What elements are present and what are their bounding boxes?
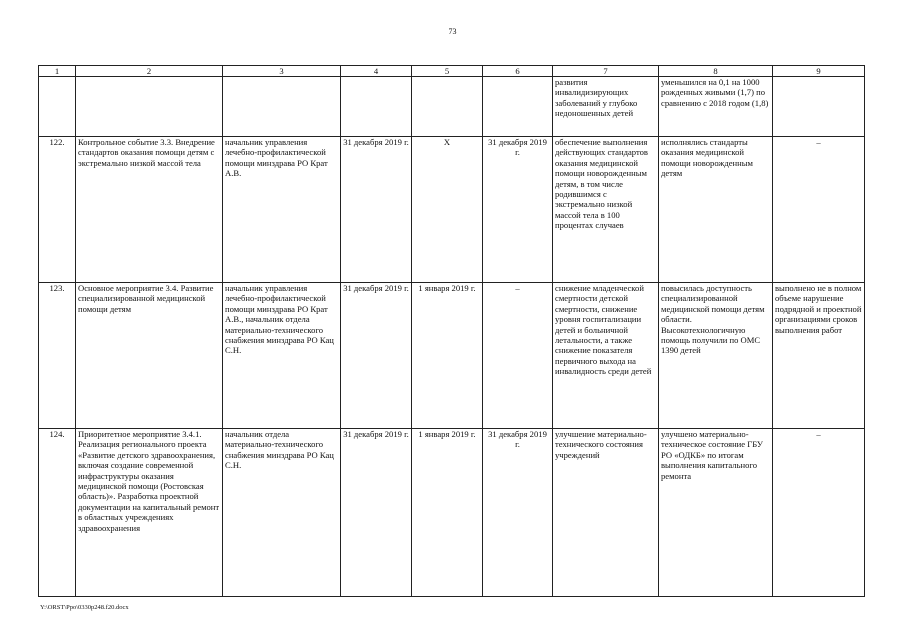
actual-result: исполнялись стандарты оказания медицинской помощи новорожденным детям (659, 137, 773, 283)
column-header-4: 4 (341, 66, 412, 77)
note: выполнено не в полном объеме нарушение подрядной и проектной организациями сроков выполнения работ (773, 283, 865, 429)
continuation-expected-result: развития инвалидизирующих заболеваний у глубоко недоношенных детей (553, 77, 659, 137)
note: – (773, 137, 865, 283)
table-row-123 (39, 283, 865, 429)
note: – (773, 429, 865, 597)
table-row-122 (39, 137, 865, 283)
column-header-7: 7 (553, 66, 659, 77)
continuation-row (39, 77, 865, 137)
event-name: Контрольное событие 3.3. Внедрение стандартов оказания помощи детям с экстремально низкой массой тела (76, 137, 223, 283)
row-number: 122. (39, 137, 76, 283)
fact-start-date: 1 января 2019 г. (412, 429, 483, 597)
responsible-person: начальник управления лечебно-профилактической помощи минздрава РО Крат А.В. (223, 137, 341, 283)
continuation-actual-result: уменьшился на 0,1 на 1000 рожденных живыми (1,7) по сравнению с 2018 годом (1,8) (659, 77, 773, 137)
file-path-footer: Y:\ORST\Ppo\0330p248.f20.docx (40, 604, 129, 611)
actual-result: улучшено материально-техническое состояние ГБУ РО «ОДКБ» по итогам выполнения капитального ремонта (659, 429, 773, 597)
fact-start-date: Х (412, 137, 483, 283)
plan-start-date: 31 декабря 2019 г. (341, 429, 412, 597)
column-header-2: 2 (76, 66, 223, 77)
responsible-person: начальник управления лечебно-профилактической помощи минздрава РО Крат А.В., начальник отдела материально-технического снабжения минздрава РО Кац С.Н. (223, 283, 341, 429)
column-header-6: 6 (483, 66, 553, 77)
page-number: 73 (448, 27, 457, 36)
plan-start-date: 31 декабря 2019 г. (341, 137, 412, 283)
plan-end-date: 31 декабря 2019 г. (483, 429, 553, 597)
column-number-row (39, 66, 865, 77)
plan-start-date: 31 декабря 2019 г. (341, 283, 412, 429)
plan-end-date: – (483, 283, 553, 429)
event-name: Основное мероприятие 3.4. Развитие специализированной медицинской помощи детям (76, 283, 223, 429)
row-number: 124. (39, 429, 76, 597)
event-name: Приоритетное мероприятие 3.4.1. Реализация регионального проекта «Развитие детского здравоохранения, включая создание современной инфраструктуры оказания медицинской помощи (Ростовская область)». Разработка проектной документации на капитальный ремонт в областных учреждениях здравоохранения (76, 429, 223, 597)
expected-result: улучшение материально-технического состояния учреждений (553, 429, 659, 597)
fact-start-date: 1 января 2019 г. (412, 283, 483, 429)
report-table (38, 65, 865, 597)
expected-result: снижение младенческой смертности детской смертности, снижение уровня госпитализации детей и больничной летальности, а также снижение показателя первичного выхода на инвалидность среди детей (553, 283, 659, 429)
column-header-3: 3 (223, 66, 341, 77)
plan-end-date: 31 декабря 2019 г. (483, 137, 553, 283)
responsible-person: начальник отдела материально-технического снабжения минздрава РО Кац С.Н. (223, 429, 341, 597)
expected-result: обеспечение выполнения действующих стандартов оказания медицинской помощи новорожденным детям, в том числе родившимся с экстремально низкой массой тела в 100 процентах случаев (553, 137, 659, 283)
column-header-8: 8 (659, 66, 773, 77)
column-header-9: 9 (773, 66, 865, 77)
column-header-1: 1 (39, 66, 76, 77)
actual-result: повысилась доступность специализированной медицинской помощи детям области. Высокотехнологичную помощь получили по ОМС 1390 детей (659, 283, 773, 429)
column-header-5: 5 (412, 66, 483, 77)
row-number: 123. (39, 283, 76, 429)
table-row-124 (39, 429, 865, 597)
